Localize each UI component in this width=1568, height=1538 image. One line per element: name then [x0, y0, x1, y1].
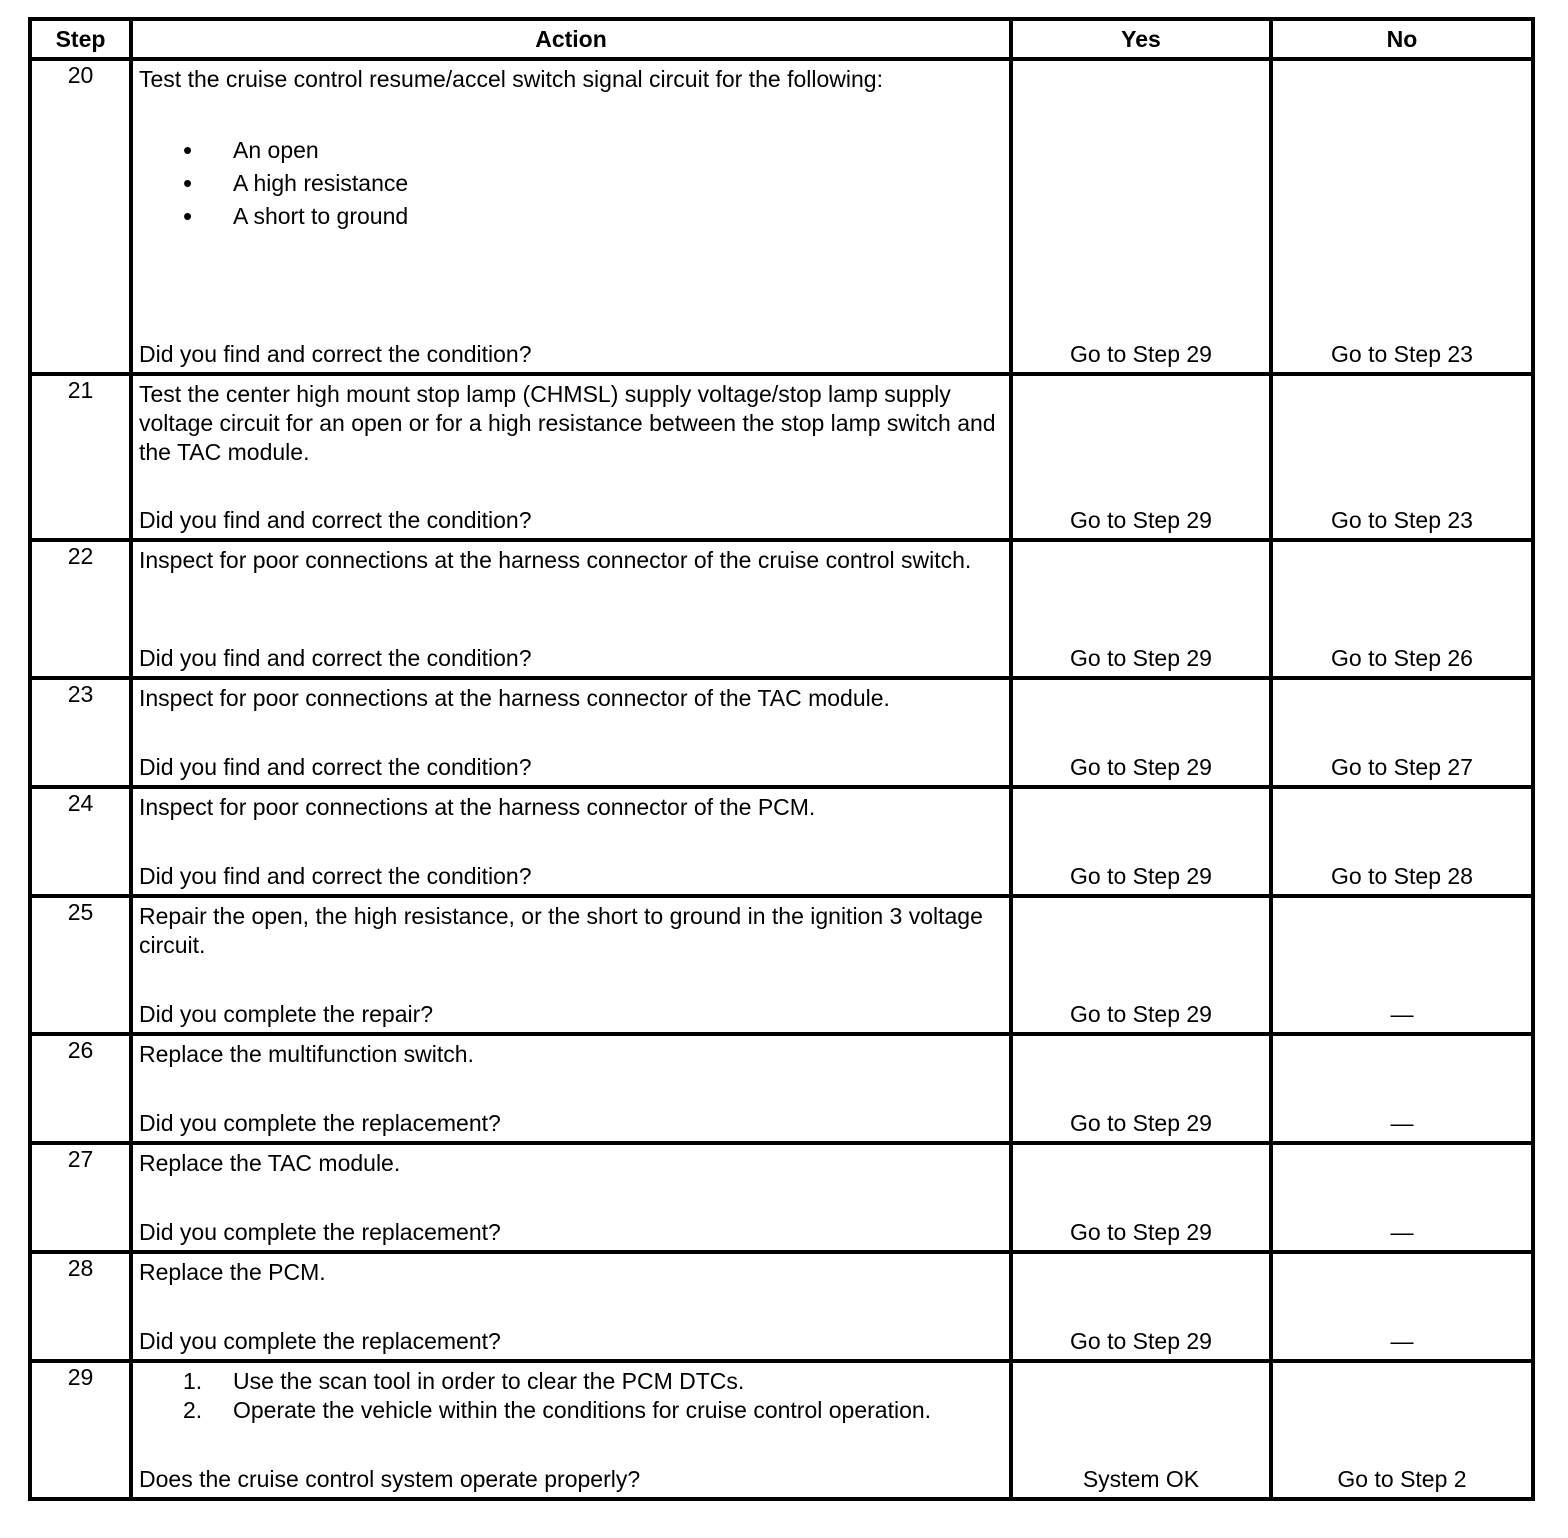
action-question: Did you find and correct the condition? — [139, 507, 532, 533]
yes-cell — [1011, 1361, 1271, 1499]
action-instruction: Test the center high mount stop lamp (CHMSL) supply voltage/stop lamp supply voltage circuit for an open or for a high resistance between the stop lamp switch and the TAC module. — [139, 381, 996, 465]
action-cell — [131, 896, 1011, 1034]
table-row — [30, 678, 1533, 787]
action-cell — [131, 1143, 1011, 1252]
list-number: 2. — [183, 1397, 203, 1423]
action-question: Did you complete the replacement? — [139, 1110, 501, 1136]
yes-cell — [1011, 1034, 1271, 1143]
list-number: 1. — [183, 1368, 203, 1394]
no-answer: — — [1390, 1001, 1414, 1027]
action-question: Did you find and correct the condition? — [139, 645, 532, 671]
action-cell — [131, 1034, 1011, 1143]
yes-answer: Go to Step 29 — [1070, 507, 1212, 533]
no-cell — [1271, 540, 1533, 678]
header-yes: Yes — [1011, 19, 1271, 59]
table-row — [30, 540, 1533, 678]
header-row — [30, 19, 1533, 59]
action-cell — [131, 540, 1011, 678]
numbered-steps — [133, 1363, 1009, 1425]
yes-answer: Go to Step 29 — [1070, 645, 1212, 671]
action-instruction: Test the cruise control resume/accel switch signal circuit for the following: — [139, 66, 883, 92]
no-cell — [1271, 1143, 1533, 1252]
no-answer: Go to Step 23 — [1331, 341, 1473, 367]
action-cell — [131, 374, 1011, 540]
yes-cell — [1011, 896, 1271, 1034]
action-instruction: Replace the multifunction switch. — [139, 1041, 474, 1067]
header-action: Action — [131, 19, 1011, 59]
action-instruction: Inspect for poor connections at the harness connector of the cruise control switch. — [139, 547, 972, 573]
table-row — [30, 1252, 1533, 1361]
action-instruction: Inspect for poor connections at the harness connector of the TAC module. — [139, 685, 890, 711]
table-row — [30, 896, 1533, 1034]
table-row — [30, 1034, 1533, 1143]
yes-answer: Go to Step 29 — [1070, 863, 1212, 889]
no-answer: — — [1390, 1219, 1414, 1245]
yes-answer: Go to Step 29 — [1070, 1110, 1212, 1136]
yes-cell — [1011, 59, 1271, 374]
action-cell — [131, 678, 1011, 787]
step-number: 27 — [30, 1143, 131, 1252]
action-instruction: Inspect for poor connections at the harness connector of the PCM. — [139, 794, 816, 820]
list-item: • A high resistance — [183, 167, 1009, 200]
list-item: • A short to ground — [183, 200, 1009, 233]
no-cell — [1271, 59, 1533, 374]
yes-cell — [1011, 1143, 1271, 1252]
yes-answer: Go to Step 29 — [1070, 1001, 1212, 1027]
table-row — [30, 1361, 1533, 1499]
yes-cell — [1011, 374, 1271, 540]
no-answer: Go to Step 27 — [1331, 754, 1473, 780]
action-question: Did you find and correct the condition? — [139, 754, 532, 780]
no-cell — [1271, 787, 1533, 896]
header-no: No — [1271, 19, 1533, 59]
step-number: 22 — [30, 540, 131, 678]
yes-answer: System OK — [1082, 1466, 1200, 1492]
action-question: Did you find and correct the condition? — [139, 341, 532, 367]
action-cell — [131, 787, 1011, 896]
no-answer: Go to Step 26 — [1331, 645, 1473, 671]
step-number: 23 — [30, 678, 131, 787]
yes-answer: Go to Step 29 — [1070, 341, 1212, 367]
action-question: Did you complete the replacement? — [139, 1219, 501, 1245]
step-number: 28 — [30, 1252, 131, 1361]
list-text: Operate the vehicle within the conditions for cruise control operation. — [233, 1397, 932, 1423]
action-instruction: Replace the PCM. — [139, 1259, 326, 1285]
yes-answer: Go to Step 29 — [1070, 1219, 1212, 1245]
no-cell — [1271, 1361, 1533, 1499]
step-number: 25 — [30, 896, 131, 1034]
table-row — [30, 1143, 1533, 1252]
no-answer: — — [1390, 1328, 1414, 1354]
no-cell — [1271, 374, 1533, 540]
no-cell — [1271, 1252, 1533, 1361]
action-cell — [131, 59, 1011, 374]
action-instruction: Replace the TAC module. — [139, 1150, 401, 1176]
no-cell — [1271, 896, 1533, 1034]
action-cell — [131, 1361, 1011, 1499]
step-number: 20 — [30, 59, 131, 374]
yes-answer: Go to Step 29 — [1070, 1328, 1212, 1354]
list-text: Use the scan tool in order to clear the PCM DTCs. — [233, 1368, 745, 1394]
no-cell — [1271, 1034, 1533, 1143]
list-item — [183, 1396, 1009, 1425]
header-step: Step — [30, 19, 131, 59]
no-answer: — — [1390, 1110, 1414, 1136]
action-cell — [131, 1252, 1011, 1361]
yes-cell — [1011, 540, 1271, 678]
action-question: Did you find and correct the condition? — [139, 863, 532, 889]
step-number: 24 — [30, 787, 131, 896]
diagnostic-steps-table — [28, 17, 1535, 1501]
yes-cell — [1011, 678, 1271, 787]
step-number: 26 — [30, 1034, 131, 1143]
action-question: Did you complete the repair? — [139, 1001, 434, 1027]
no-answer: Go to Step 23 — [1331, 507, 1473, 533]
table-row — [30, 374, 1533, 540]
yes-answer: Go to Step 29 — [1070, 754, 1212, 780]
no-answer: Go to Step 2 — [1337, 1466, 1467, 1492]
action-instruction: Repair the open, the high resistance, or the short to ground in the ignition 3 voltage circuit. — [139, 903, 983, 958]
table-row — [30, 59, 1533, 374]
table-row — [30, 787, 1533, 896]
no-answer: Go to Step 28 — [1331, 863, 1473, 889]
yes-cell — [1011, 1252, 1271, 1361]
condition-list — [133, 134, 1009, 233]
yes-cell — [1011, 787, 1271, 896]
list-item: • An open — [183, 134, 1009, 167]
action-question: Does the cruise control system operate properly? — [139, 1466, 641, 1492]
action-question: Did you complete the replacement? — [139, 1328, 501, 1354]
no-cell — [1271, 678, 1533, 787]
step-number: 29 — [30, 1361, 131, 1499]
step-number: 21 — [30, 374, 131, 540]
list-item — [183, 1367, 1009, 1396]
